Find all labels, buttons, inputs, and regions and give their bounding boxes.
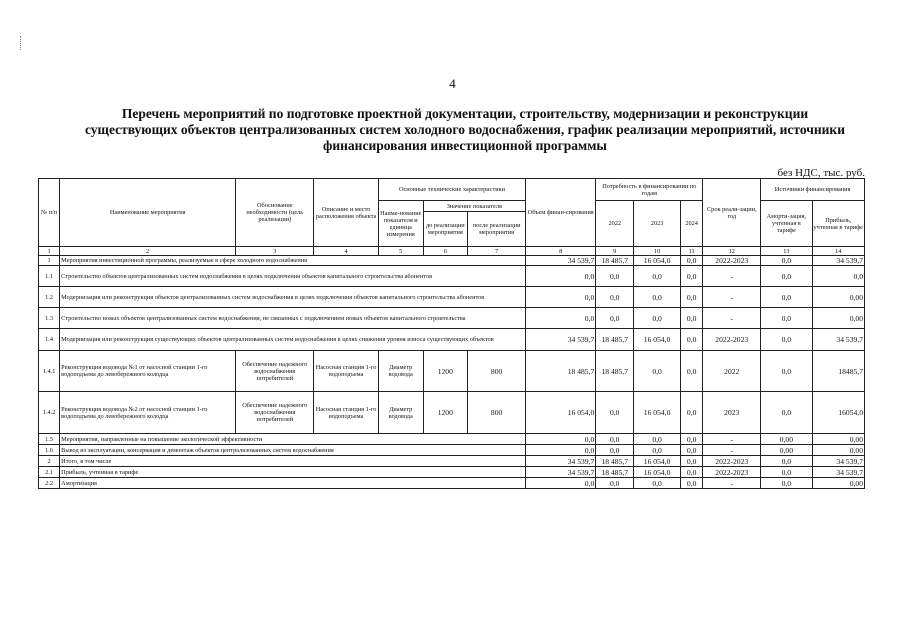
row-justification: Обеспечение надежного водоснабжения потребителей [236, 351, 314, 392]
header-amortization: Аморти-зация, учтенная в тарифе [761, 201, 812, 247]
row-name: Модернизация или реконструкция существующих объектов централизованных систем водоснабжения в целях снижения уровня износа существующих объектов [60, 329, 526, 351]
row-term: 2022-2023 [703, 256, 761, 266]
row-volume: 0,0 [526, 266, 596, 287]
row-2024: 0,0 [681, 308, 703, 329]
row-volume: 0,0 [526, 287, 596, 308]
row-volume: 0,0 [526, 434, 596, 445]
row-profit: 18485,7 [812, 351, 865, 392]
row-name: Реконструкция водовода №2 от насосной станции 1-го водоподъема до левобережного колодца [60, 392, 236, 434]
row-term: - [703, 445, 761, 456]
row-volume: 34 539,7 [526, 256, 596, 266]
row-term: 2023 [703, 392, 761, 434]
row-num: 1 [39, 256, 60, 266]
table-row [39, 256, 865, 266]
header-year-2022: 2022 [596, 201, 634, 247]
row-num: 2.1 [39, 467, 60, 478]
row-2022: 18 485,7 [596, 351, 634, 392]
row-amortization: 0,0 [761, 329, 812, 351]
col-number: 10 [634, 247, 681, 256]
row-profit: 34 539,7 [812, 467, 865, 478]
row-after: 800 [468, 392, 526, 434]
row-profit: 0,00 [812, 287, 865, 308]
row-profit: 0,0 [812, 266, 865, 287]
row-num: 1.4.2 [39, 392, 60, 434]
header-indicator-value: Значение показателя [423, 201, 526, 212]
row-profit: 34 539,7 [812, 456, 865, 467]
margin-mark [20, 36, 22, 50]
col-number: 7 [468, 247, 526, 256]
row-name: Амортизация [60, 478, 526, 489]
row-2024: 0,0 [681, 392, 703, 434]
row-2023: 0,0 [634, 266, 681, 287]
row-volume: 0,0 [526, 308, 596, 329]
header-profit: Прибыль, учтенная в тарифе [812, 201, 865, 247]
row-profit: 34 539,7 [812, 329, 865, 351]
row-2024: 0,0 [681, 351, 703, 392]
row-num: 1.4.1 [39, 351, 60, 392]
row-before: 1200 [423, 351, 468, 392]
row-after: 800 [468, 351, 526, 392]
row-amortization: 0,0 [761, 478, 812, 489]
row-name: Прибыль, учтенная в тарифе [60, 467, 526, 478]
row-2023: 16 054,0 [634, 392, 681, 434]
row-indicator: Диаметр водовода [378, 392, 423, 434]
row-num: 2.2 [39, 478, 60, 489]
col-number: 13 [761, 247, 812, 256]
row-volume: 18 485,7 [526, 351, 596, 392]
col-number: 1 [39, 247, 60, 256]
row-volume: 16 054,0 [526, 392, 596, 434]
row-justification: Обеспечение надежного водоснабжения потребителей [236, 392, 314, 434]
row-2022: 18 485,7 [596, 467, 634, 478]
header-tech-group: Основные технические характеристики [378, 179, 525, 201]
row-name: Итого, в том числе [60, 456, 526, 467]
row-2022: 18 485,7 [596, 456, 634, 467]
table-row [39, 456, 865, 467]
header-justification: Обоснование необходимости (цель реализации) [236, 179, 314, 247]
row-2023: 16 054,0 [634, 456, 681, 467]
row-2022: 0,0 [596, 445, 634, 456]
row-term: - [703, 287, 761, 308]
row-amortization: 0,0 [761, 308, 812, 329]
row-2023: 16 054,0 [634, 256, 681, 266]
row-description: Насосная станция 1-го водоподъема [314, 392, 379, 434]
row-2024: 0,0 [681, 478, 703, 489]
row-2024: 0,0 [681, 467, 703, 478]
row-term: 2022-2023 [703, 456, 761, 467]
header-year-2024: 2024 [681, 201, 703, 247]
table-row [39, 478, 865, 489]
col-number: 14 [812, 247, 865, 256]
row-2024: 0,0 [681, 445, 703, 456]
col-number: 9 [596, 247, 634, 256]
table-row [39, 392, 865, 434]
row-2022: 0,0 [596, 308, 634, 329]
row-amortization: 0,0 [761, 467, 812, 478]
col-number: 5 [378, 247, 423, 256]
header-after: после реализации мероприятия [468, 212, 526, 247]
header-description: Описание и место расположения объекта [314, 179, 379, 247]
row-term: - [703, 478, 761, 489]
header-year-2023: 2023 [634, 201, 681, 247]
col-number: 6 [423, 247, 468, 256]
row-2023: 0,0 [634, 287, 681, 308]
row-2023: 16 054,0 [634, 467, 681, 478]
header-indicator-name: Наиме-нование показателя и единица измерения [378, 201, 423, 247]
row-description: Насосная станция 1-го водоподъема [314, 351, 379, 392]
row-2024: 0,0 [681, 434, 703, 445]
row-amortization: 0,0 [761, 266, 812, 287]
row-amortization: 0,00 [761, 434, 812, 445]
row-num: 1.5 [39, 434, 60, 445]
row-2023: 0,0 [634, 434, 681, 445]
row-term: 2022-2023 [703, 329, 761, 351]
row-2023: 0,0 [634, 478, 681, 489]
row-name: Вывод из эксплуатации, консервация и демонтаж объектов централизованных систем водоснабжения [60, 445, 526, 456]
table-row [39, 434, 865, 445]
header-need-group: Потребность в финансировании по годам [596, 179, 703, 201]
header-before: до реализации мероприятия [423, 212, 468, 247]
row-profit: 34 539,7 [812, 256, 865, 266]
table-row [39, 308, 865, 329]
row-term: - [703, 434, 761, 445]
row-2022: 0,0 [596, 478, 634, 489]
row-2022: 0,0 [596, 287, 634, 308]
row-indicator: Диаметр водовода [378, 351, 423, 392]
row-volume: 34 539,7 [526, 329, 596, 351]
row-2023: 0,0 [634, 308, 681, 329]
row-2022: 0,0 [596, 266, 634, 287]
row-amortization: 0,0 [761, 287, 812, 308]
row-2022: 18 485,7 [596, 329, 634, 351]
row-2024: 0,0 [681, 287, 703, 308]
row-num: 1.6 [39, 445, 60, 456]
row-2022: 18 485,7 [596, 256, 634, 266]
table-row [39, 445, 865, 456]
row-amortization: 0,00 [761, 445, 812, 456]
units-note: без НДС, тыс. руб. [777, 167, 865, 179]
row-name: Строительство объектов централизованных систем водоснабжения в целях подключения объектов капитального строительства абонентов [60, 266, 526, 287]
table-row [39, 287, 865, 308]
row-term: 2022 [703, 351, 761, 392]
row-num: 1.3 [39, 308, 60, 329]
row-num: 2 [39, 456, 60, 467]
row-profit: 0,00 [812, 478, 865, 489]
row-2023: 0,0 [634, 445, 681, 456]
row-profit: 16054,0 [812, 392, 865, 434]
row-name: Строительство новых объектов централизованных систем водоснабжения, не связанных с подключением новых объектов капитального строительства [60, 308, 526, 329]
row-2024: 0,0 [681, 256, 703, 266]
table-row [39, 351, 865, 392]
row-name: Мероприятия инвестиционной программы, реализуемые в сфере холодного водоснабжения [60, 256, 526, 266]
row-2022: 0,0 [596, 434, 634, 445]
row-name: Модернизация или реконструкция объектов централизованных систем водоснабжения в целях подключения объектов капитального строительства абонентов [60, 287, 526, 308]
table-row [39, 467, 865, 478]
table-row [39, 329, 865, 351]
row-num: 1.2 [39, 287, 60, 308]
row-amortization: 0,0 [761, 351, 812, 392]
row-num: 1.4 [39, 329, 60, 351]
page-number: 4 [449, 76, 456, 91]
col-number: 4 [314, 247, 379, 256]
row-volume: 34 539,7 [526, 456, 596, 467]
col-number: 12 [703, 247, 761, 256]
row-term: - [703, 266, 761, 287]
row-term: - [703, 308, 761, 329]
header-volume: Объем финан-сирования [526, 179, 596, 247]
row-amortization: 0,0 [761, 392, 812, 434]
row-num: 1.1 [39, 266, 60, 287]
row-2023: 16 054,0 [634, 329, 681, 351]
col-number: 8 [526, 247, 596, 256]
row-profit: 0,00 [812, 434, 865, 445]
row-2024: 0,0 [681, 266, 703, 287]
col-number: 2 [60, 247, 236, 256]
row-name: Мероприятия, направленные на повышение экологической эффективности [60, 434, 526, 445]
row-2024: 0,0 [681, 329, 703, 351]
row-amortization: 0,0 [761, 456, 812, 467]
col-number: 11 [681, 247, 703, 256]
row-term: 2022-2023 [703, 467, 761, 478]
row-volume: 34 539,7 [526, 467, 596, 478]
col-number: 3 [236, 247, 314, 256]
investment-program-table [38, 178, 865, 489]
row-volume: 0,0 [526, 478, 596, 489]
header-sources-group: Источники финансирования [761, 179, 865, 201]
row-before: 1200 [423, 392, 468, 434]
header-num: № п/п [39, 179, 60, 247]
row-2022: 0,0 [596, 392, 634, 434]
row-2024: 0,0 [681, 456, 703, 467]
row-volume: 0,0 [526, 445, 596, 456]
row-name: Реконструкция водовода №1 от насосной станции 1-го водоподъема до левобережного колодца [60, 351, 236, 392]
table-row [39, 266, 865, 287]
page-title: Перечень мероприятий по подготовке проектной документации, строительству, модернизации и реконструкции существующих объектов централизованных систем холодного водоснабжения, график реализации мероприятий, источники финансирования инвестиционной программы [84, 106, 845, 153]
header-name: Наименование мероприятия [60, 179, 236, 247]
row-amortization: 0,0 [761, 256, 812, 266]
row-profit: 0,00 [812, 308, 865, 329]
header-term: Срок реали-зации, год [703, 179, 761, 247]
row-2023: 0,0 [634, 351, 681, 392]
row-profit: 0,00 [812, 445, 865, 456]
